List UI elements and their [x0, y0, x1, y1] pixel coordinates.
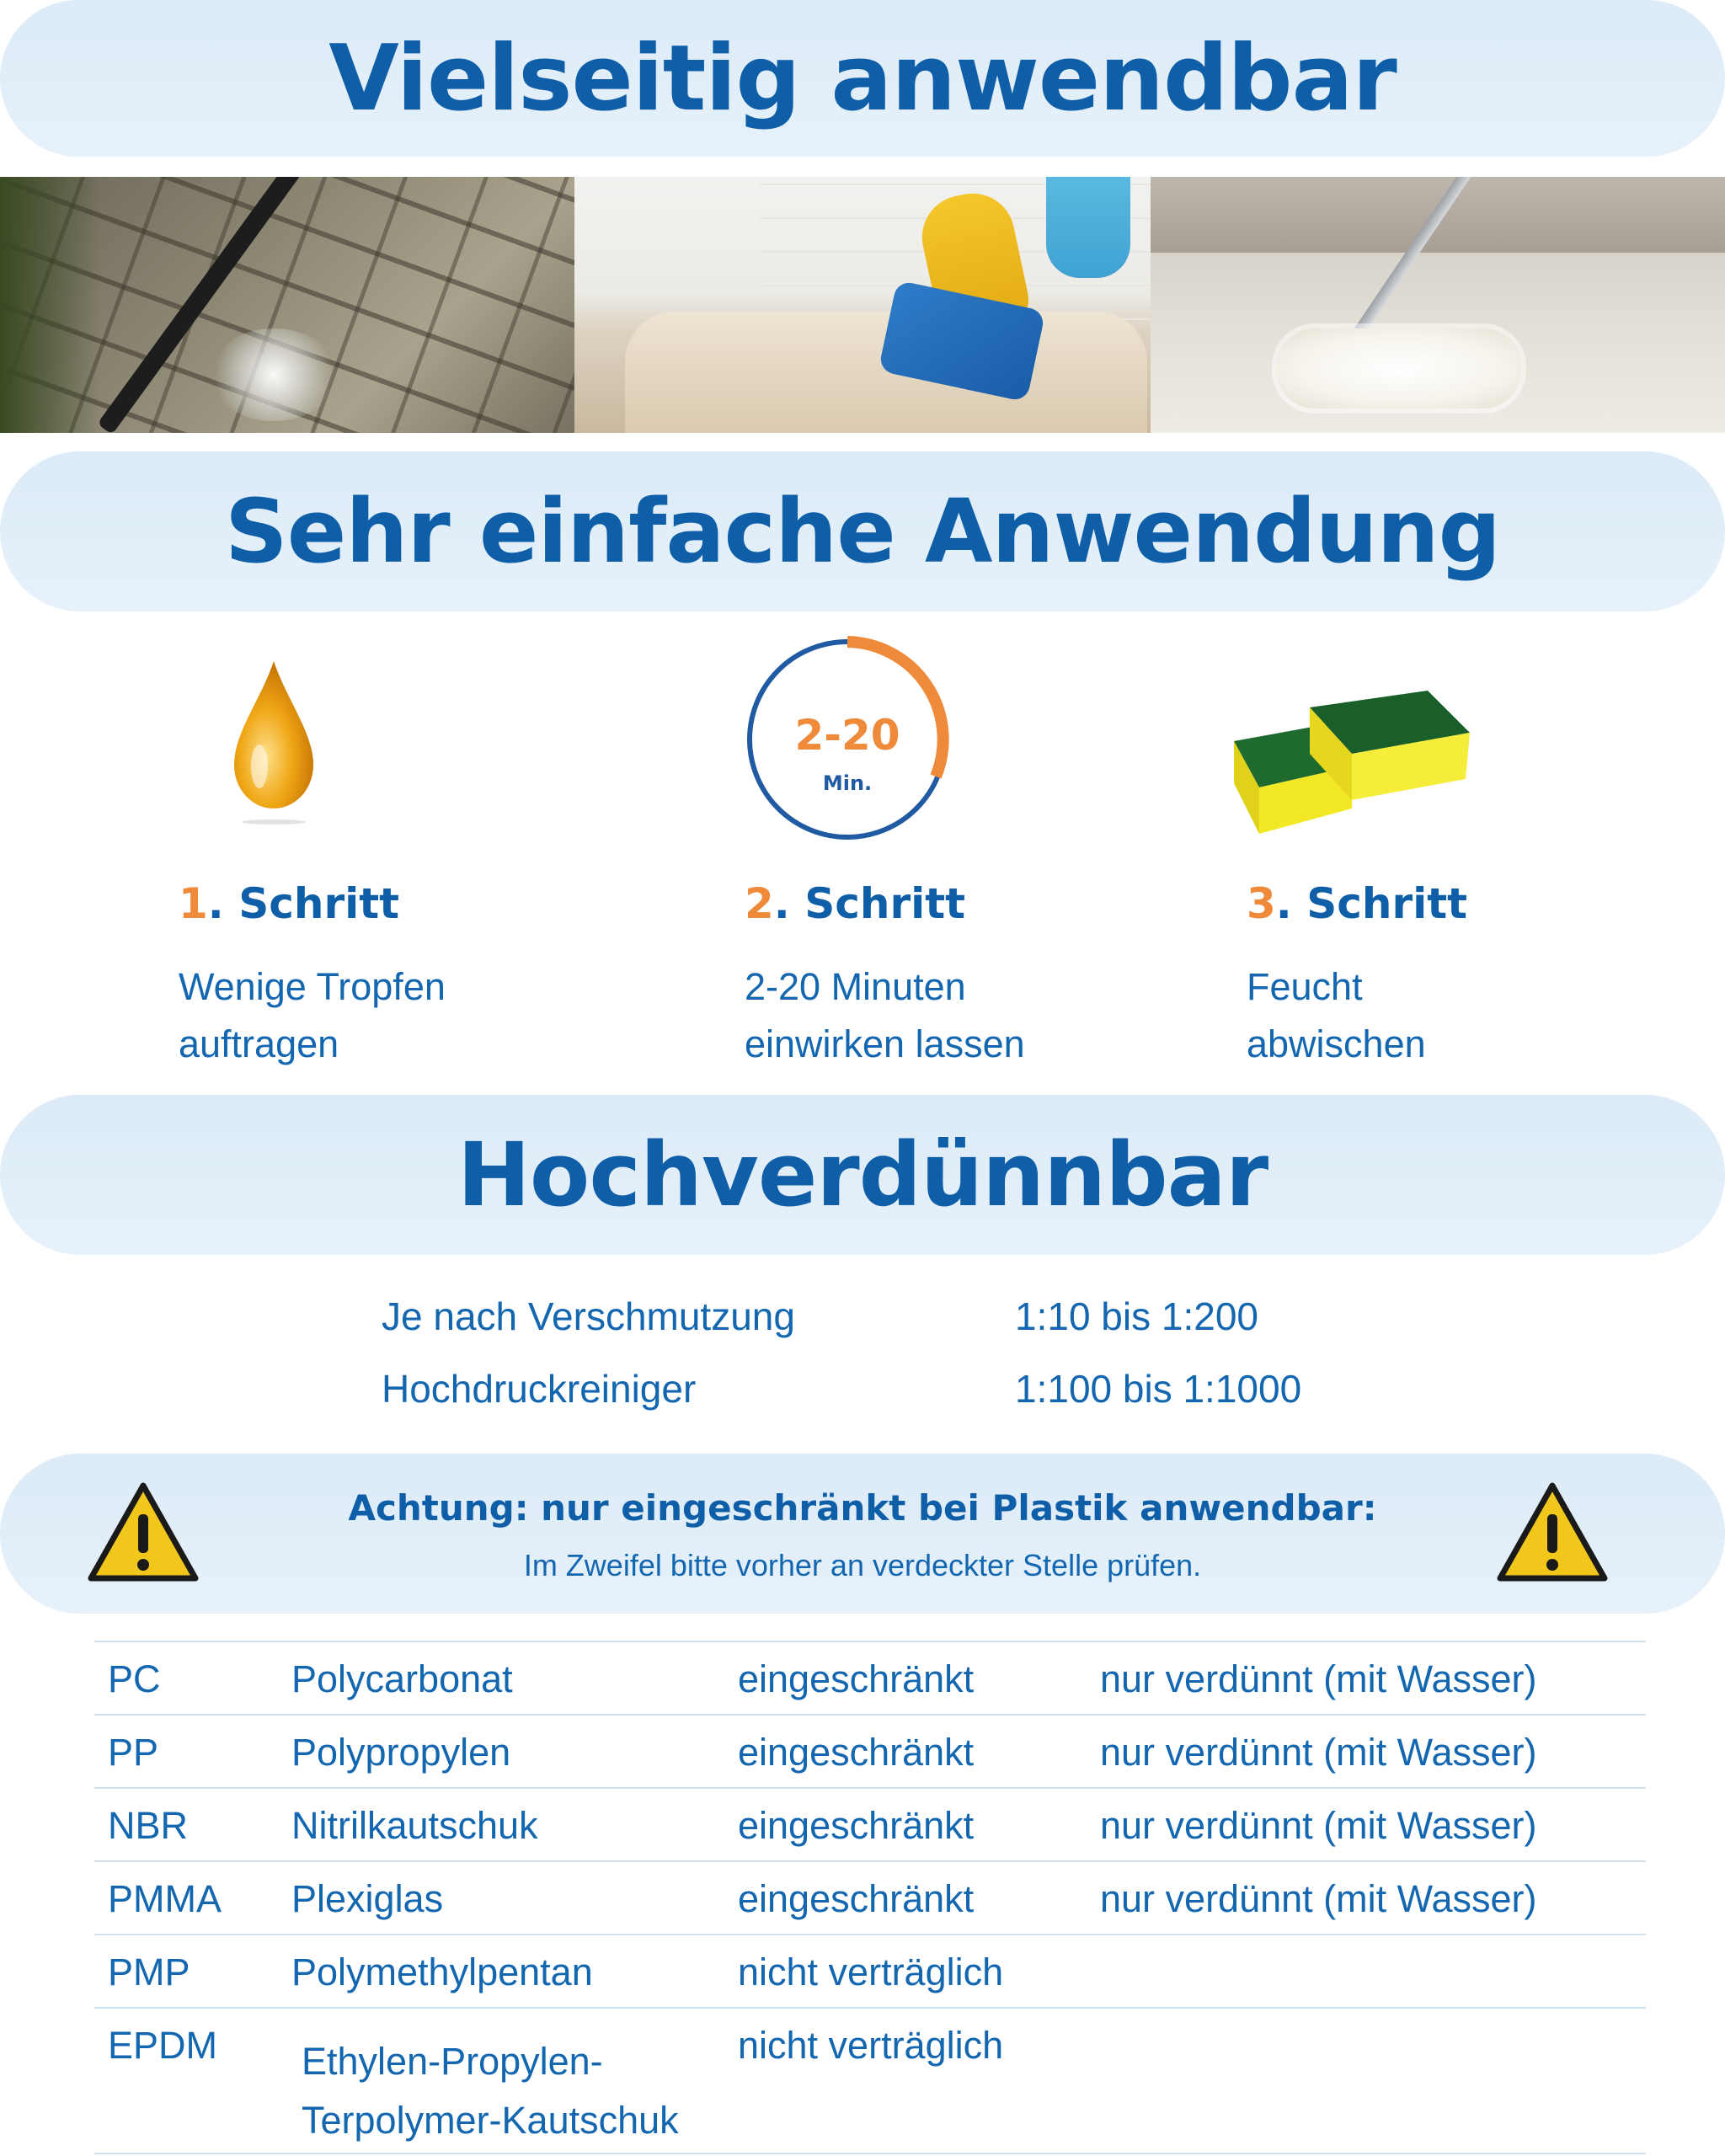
- material-note: nur verdünnt (mit Wasser): [1100, 1657, 1537, 1700]
- floor-mop-photo: [1151, 177, 1725, 433]
- material-name: Polymethylpentan: [291, 1951, 593, 1993]
- dilution-label: Hochdruckreiniger: [382, 1367, 697, 1411]
- sponge-icon: [1226, 674, 1478, 842]
- table-row: [94, 1641, 1646, 1714]
- dilution-value: 1:100 bis 1:1000: [1015, 1367, 1302, 1411]
- timer-unit: Min.: [822, 771, 873, 795]
- step-2-description: 2-20 Minuten einwirken lassen: [745, 965, 1025, 1065]
- heading-dilutable: Hochverdünnbar: [457, 1123, 1268, 1226]
- material-abbr: NBR: [108, 1804, 189, 1847]
- material-rating: nicht verträglich: [738, 1951, 1004, 1993]
- step-3: [1247, 879, 1467, 1073]
- material-abbr: PP: [108, 1731, 159, 1774]
- step-2-title: 2. Schritt: [745, 879, 966, 928]
- table-row: [94, 2007, 1646, 2154]
- material-name: Ethylen-Propylen- Terpolymer-Kautschuk: [302, 2040, 679, 2142]
- warning-title: Achtung: nur eingeschränkt bei Plastik anwendbar:: [348, 1487, 1377, 1529]
- step-1: [179, 879, 446, 1073]
- material-compatibility-table: [94, 1641, 1646, 2154]
- step-3-title: 3. Schritt: [1247, 879, 1468, 928]
- table-row: [94, 1787, 1646, 1860]
- material-rating: eingeschränkt: [738, 1731, 975, 1774]
- heading-easy-use: Sehr einfache Anwendung: [224, 480, 1501, 583]
- material-abbr: EPDM: [108, 2024, 218, 2067]
- material-rating: nicht verträglich: [738, 2024, 1004, 2067]
- material-rating: eingeschränkt: [738, 1877, 975, 1920]
- pressure-washer-photo: [0, 177, 574, 433]
- dilution-value: 1:10 bis 1:200: [1015, 1294, 1259, 1338]
- warning-banner: [0, 1454, 1725, 1614]
- step-1-description: Wenige Tropfen auftragen: [179, 965, 446, 1065]
- material-note: nur verdünnt (mit Wasser): [1100, 1731, 1537, 1774]
- material-abbr: PMP: [108, 1951, 190, 1993]
- banner-dilutable: [0, 1095, 1725, 1255]
- material-name: Polypropylen: [291, 1731, 511, 1774]
- step-1-title: 1. Schritt: [179, 879, 400, 928]
- step-2: [745, 879, 1025, 1073]
- material-name: Polycarbonat: [291, 1657, 513, 1700]
- warning-icon: [1495, 1481, 1610, 1585]
- banner-easy-use: [0, 451, 1725, 611]
- material-rating: eingeschränkt: [738, 1804, 975, 1847]
- table-row: [94, 1714, 1646, 1787]
- dilution-label: Je nach Verschmutzung: [382, 1294, 795, 1338]
- timer-icon: [741, 633, 953, 846]
- material-note: nur verdünnt (mit Wasser): [1100, 1877, 1537, 1920]
- material-name: Nitrilkautschuk: [291, 1804, 538, 1847]
- sofa-cleaning-photo: [574, 177, 1151, 433]
- material-rating: eingeschränkt: [738, 1657, 975, 1700]
- step-3-description: Feucht abwischen: [1247, 965, 1426, 1065]
- oil-drop-icon: [227, 657, 320, 825]
- material-name: Plexiglas: [291, 1877, 444, 1920]
- table-row: [94, 1934, 1646, 2007]
- material-abbr: PC: [108, 1657, 161, 1700]
- timer-value: 2-20: [794, 711, 900, 760]
- banner-versatile: [0, 0, 1725, 157]
- warning-subtitle: Im Zweifel bitte vorher an verdeckter Stelle prüfen.: [523, 1548, 1202, 1582]
- material-abbr: PMMA: [108, 1877, 222, 1920]
- material-note: nur verdünnt (mit Wasser): [1100, 1804, 1537, 1847]
- photo-strip: [0, 177, 1725, 433]
- table-row: [94, 1860, 1646, 1934]
- heading-versatile: Vielseitig anwendbar: [328, 25, 1397, 131]
